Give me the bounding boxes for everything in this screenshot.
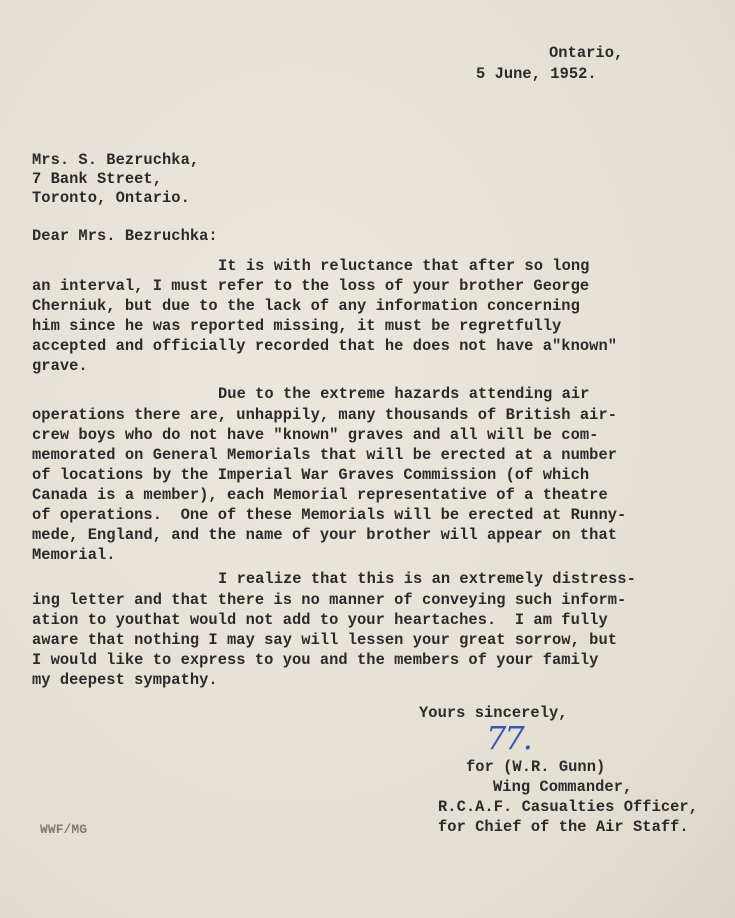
reference-initials: WWF/MG (40, 822, 88, 837)
paragraph-line: I would like to express to you and the members of your family (32, 651, 599, 669)
paragraph-line: I realize that this is an extremely distress- (218, 570, 636, 588)
paragraph-line: mede, England, and the name of your brother will appear on that (32, 526, 618, 544)
paragraph-line: Canada is a member), each Memorial representative of a theatre (32, 486, 608, 504)
salutation: Dear Mrs. Bezruchka: (32, 227, 218, 245)
paragraph-line: It is with reluctance that after so long (218, 257, 590, 275)
paragraph-line: memorated on General Memorials that will be erected at a number (32, 446, 618, 464)
paragraph-line: grave. (32, 357, 88, 375)
signature-line: for (W.R. Gunn) (466, 758, 606, 776)
paragraph-line: operations there are, unhappily, many thousands of British air- (32, 406, 618, 424)
paragraph-line: Due to the extreme hazards attending air (218, 385, 590, 403)
paragraph-line: of locations by the Imperial War Graves Commission (of which (32, 466, 590, 484)
paragraph-line: aware that nothing I may say will lessen your great sorrow, but (32, 631, 618, 649)
closing: Yours sincerely, (419, 704, 568, 722)
recipient-line: Mrs. S. Bezruchka, (32, 151, 200, 169)
signature-line: R.C.A.F. Casualties Officer, (438, 798, 699, 816)
paragraph-line: my deepest sympathy. (32, 671, 218, 689)
paragraph-line: ation to youthat would not add to your heartaches. I am fully (32, 611, 608, 629)
paragraph-line: ing letter and that there is no manner of conveying such inform- (32, 591, 627, 609)
place: Ontario, (549, 44, 624, 62)
recipient-line: Toronto, Ontario. (32, 189, 190, 207)
paragraph-line: Memorial. (32, 546, 116, 564)
signature-line: Wing Commander, (493, 778, 633, 796)
signature-line: for Chief of the Air Staff. (438, 818, 689, 836)
recipient-line: 7 Bank Street, (32, 170, 163, 188)
date: 5 June, 1952. (476, 65, 597, 83)
paragraph-line: crew boys who do not have "known" graves and all will be com- (32, 426, 599, 444)
paragraph-line: an interval, I must refer to the loss of your brother George (32, 277, 590, 295)
paragraph-line: Cherniuk, but due to the lack of any information concerning (32, 297, 580, 315)
paragraph-line: him since he was reported missing, it must be regretfully (32, 317, 562, 335)
paragraph-line: of operations. One of these Memorials will be erected at Runny- (32, 506, 627, 524)
handwritten-signature-initials: 77. (486, 719, 531, 757)
paragraph-line: accepted and officially recorded that he does not have a"known" (32, 337, 618, 355)
